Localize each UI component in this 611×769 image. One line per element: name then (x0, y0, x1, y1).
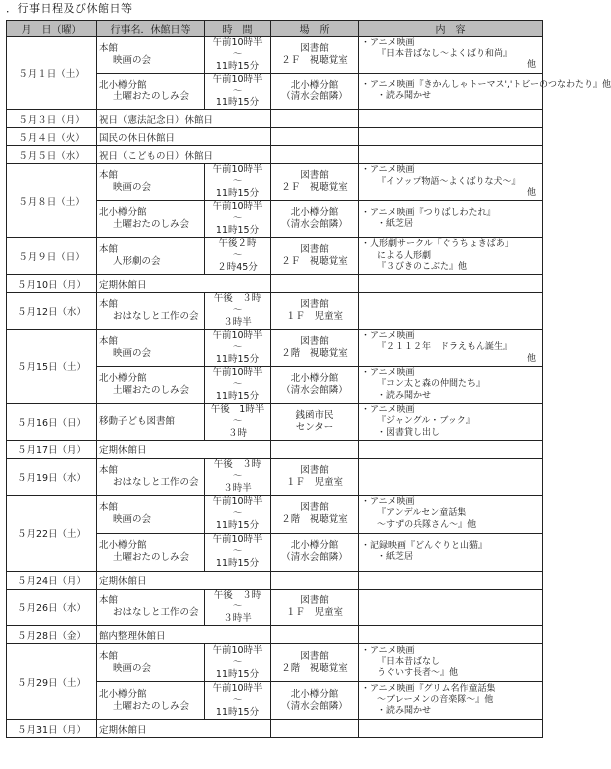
table-row (7, 164, 543, 201)
time-cell (205, 589, 271, 626)
holiday-cell: 国民の休日休館日 (97, 128, 271, 146)
table-row (7, 329, 543, 366)
place-line: 図書館 (300, 299, 329, 311)
place-line: １Ｆ 児童室 (285, 311, 343, 323)
place-line: 図書館 (300, 170, 329, 182)
place-line: 北小樽分館 (290, 373, 339, 384)
time-line: 11時15分 (215, 557, 260, 569)
empty-cell (271, 571, 359, 589)
holiday-cell: 祝日（こどもの日）休館日 (97, 146, 271, 164)
place-line: ２Ｆ 視聴覚室 (281, 256, 348, 268)
content-line: ・アニメ映画 (361, 331, 415, 341)
content-line: 『日本昔ばなし (377, 657, 441, 667)
time-line: 〜 (232, 470, 243, 482)
content-line: 他 (526, 187, 536, 198)
content-line: 『ジャングル・ブック』 (377, 416, 475, 427)
event-cell (97, 458, 205, 495)
place-cell (271, 37, 359, 74)
date-cell: ５月26日（水） (7, 589, 97, 626)
time-line: 〜 (232, 601, 243, 613)
event-cell (97, 329, 205, 366)
content-cell (359, 329, 543, 366)
time-line: 午前10時半 (212, 164, 263, 176)
time-line: 午前10時半 (212, 644, 263, 656)
time-line: 〜 (232, 546, 243, 558)
content-line: ・アニメ映画 (361, 645, 415, 656)
table-row (7, 146, 543, 164)
place-line: 北小樽分館 (290, 207, 339, 219)
event-cell (97, 201, 205, 238)
event-name: 映画の会 (113, 347, 152, 359)
event-name: 映画の会 (113, 54, 152, 66)
time-line: 午後 1時半 (210, 404, 265, 416)
time-line: 〜 (232, 656, 243, 668)
empty-cell (271, 146, 359, 164)
table-row (7, 403, 543, 440)
content-line: ・アニメ映画『きかんしゃトーマス','トビーのつなわたり』他 (361, 80, 611, 91)
event-name: 土曜おたのしみ会 (113, 384, 190, 396)
place-line: 図書館 (300, 502, 329, 514)
content-line: ・図書貸し出し (377, 427, 441, 438)
content-line: 『３びきのこぶた』他 (377, 261, 468, 272)
time-line: 11時15分 (215, 668, 260, 680)
place-line: ２Ｆ 視聴覚室 (281, 54, 348, 66)
place-cell (271, 201, 359, 238)
time-line: 11時15分 (215, 353, 260, 365)
event-name: 映画の会 (113, 182, 152, 194)
place-line: （清水会館隣） (281, 91, 348, 103)
date-cell: ５月19日（水） (7, 458, 97, 495)
event-name: 映画の会 (113, 662, 152, 674)
time-cell (205, 682, 271, 720)
place-line: １Ｆ 児童室 (285, 476, 343, 488)
place-cell (271, 458, 359, 495)
time-line: 午前10時半 (212, 73, 263, 85)
time-line: 〜 (232, 378, 243, 390)
time-line: 〜 (232, 305, 243, 317)
content-line: ・アニメ映画 (361, 497, 415, 508)
place-line: ２階 視聴覚室 (281, 662, 348, 674)
table-row (7, 440, 543, 458)
holiday-cell: 定期休館日 (97, 440, 271, 458)
content-cell (359, 164, 543, 201)
event-name: おはなしと工作の会 (113, 476, 199, 488)
place-line: 図書館 (300, 595, 329, 607)
empty-cell (359, 128, 543, 146)
place-line: 北小樽分館 (290, 79, 339, 91)
date-cell: ５月31日（月） (7, 720, 97, 738)
time-line: 〜 (232, 415, 243, 427)
event-name: 土曜おたのしみ会 (113, 91, 190, 103)
table-row (7, 495, 543, 533)
time-line: 〜 (232, 250, 243, 262)
time-line: 午後 ３時 (213, 293, 262, 305)
time-line: 11時15分 (215, 706, 260, 718)
content-line: 他 (526, 60, 536, 71)
time-line: 午後 ３時 (213, 589, 262, 601)
event-name: おはなしと工作の会 (113, 311, 199, 323)
time-cell (205, 201, 271, 238)
time-line: 午前10時半 (212, 682, 263, 694)
date-cell: ５月３日（月） (7, 110, 97, 128)
content-line: ・紙芝居 (377, 219, 414, 230)
time-line: 〜 (232, 85, 243, 97)
table-row (7, 571, 543, 589)
place-line: 図書館 (300, 650, 329, 662)
event-cell (97, 238, 205, 275)
content-line: ・アニメ映画 (361, 37, 415, 48)
time-line: ３時 (227, 427, 247, 439)
empty-cell (359, 440, 543, 458)
empty-cell (359, 110, 543, 128)
place-cell (271, 589, 359, 626)
col-header-date: 月 日（曜） (7, 21, 97, 37)
place-cell (271, 238, 359, 275)
event-cell (97, 73, 205, 110)
place-cell (271, 495, 359, 533)
col-header-event: 行事名．休館日等 (97, 21, 205, 37)
empty-cell (359, 571, 543, 589)
content-line: 『コン太と森の仲間たち』 (377, 379, 486, 390)
place-line: １Ｆ 児童室 (285, 607, 343, 619)
content-line: ・読み聞かせ (377, 706, 432, 717)
table-row (7, 275, 543, 293)
content-line: 他 (526, 353, 536, 364)
content-line: による人形劇 (377, 250, 432, 261)
content-line: 〜ブレーメンの音楽隊〜』他 (377, 695, 494, 705)
holiday-cell: 定期休館日 (97, 275, 271, 293)
time-cell (205, 495, 271, 533)
table-row (7, 37, 543, 74)
event-branch: 本館 (99, 464, 119, 476)
time-line: ２時45分 (217, 262, 258, 274)
time-line: 午前10時半 (212, 37, 263, 48)
time-cell (205, 37, 271, 74)
event-cell (97, 533, 205, 571)
date-cell: ５月17日（月） (7, 440, 97, 458)
time-cell (205, 403, 271, 440)
empty-cell (359, 720, 543, 738)
time-line: 〜 (232, 694, 243, 706)
place-line: 図書館 (300, 244, 329, 256)
event-cell (97, 293, 205, 330)
table-row (7, 458, 543, 495)
place-line: 図書館 (300, 336, 329, 347)
date-cell: ５月16日（日） (7, 403, 97, 440)
event-cell (97, 37, 205, 74)
content-line: ・アニメ映画 (361, 165, 415, 176)
event-branch: 北小樽分館 (99, 688, 147, 700)
event-name: おはなしと工作の会 (113, 607, 199, 619)
table-row (7, 128, 543, 146)
event-branch: 本館 (99, 595, 119, 607)
time-cell (205, 293, 271, 330)
time-line: 午後 ３時 (213, 458, 262, 470)
content-cell (359, 201, 543, 238)
col-header-place: 場 所 (271, 21, 359, 37)
content-line: ・記録映画『どんぐりと山猫』 (361, 540, 488, 551)
content-cell (359, 495, 543, 533)
content-line: 『イソップ物語〜よくばりな犬〜』 (377, 176, 521, 187)
place-cell (271, 533, 359, 571)
event-branch: 北小樽分館 (99, 540, 147, 552)
time-line: 午後２時 (218, 238, 257, 250)
header-row (7, 21, 543, 37)
date-cell: ５月８日（土） (7, 164, 97, 238)
content-line: 『日本昔ばなし〜よくばり和尚』 (377, 49, 513, 60)
content-cell (359, 366, 543, 403)
date-cell: ５月24日（月） (7, 571, 97, 589)
content-line: ・人形劇サークル「ぐうちょきぱあ」 (361, 239, 514, 250)
place-cell (271, 164, 359, 201)
event-cell (97, 495, 205, 533)
event-name: 映画の会 (113, 514, 152, 525)
empty-cell (271, 110, 359, 128)
event-branch: 本館 (99, 650, 119, 662)
date-cell: ５月４日（火） (7, 128, 97, 146)
table-row (7, 110, 543, 128)
page-heading: ．行事日程及び休館日等 (6, 2, 133, 15)
time-cell (205, 238, 271, 275)
place-cell (271, 682, 359, 720)
event-cell (97, 644, 205, 682)
time-cell (205, 458, 271, 495)
content-line: 『２１１２年 ドラえもん誕生』 (377, 342, 513, 353)
event-branch: 本館 (99, 299, 119, 311)
table-row (7, 626, 543, 644)
time-line: 午前10時半 (212, 534, 263, 546)
schedule-table (6, 20, 611, 738)
date-cell: ５月１日（土） (7, 37, 97, 110)
event-name: 土曜おたのしみ会 (113, 219, 190, 231)
time-line: ３時半 (223, 317, 252, 328)
content-cell (359, 37, 543, 74)
holiday-cell: 定期休館日 (97, 720, 271, 738)
time-line: 11時15分 (215, 225, 260, 237)
event-cell (97, 403, 205, 440)
time-line: 午前10時半 (212, 201, 263, 213)
event-branch: 本館 (99, 42, 119, 54)
time-line: 午前10時半 (212, 330, 263, 342)
place-line: （清水会館隣） (281, 700, 348, 712)
holiday-cell: 祝日（憲法記念日）休館日 (97, 110, 271, 128)
table-row (7, 644, 543, 682)
time-line: 11時15分 (215, 390, 260, 402)
content-cell (359, 533, 543, 571)
time-line: 午前10時半 (212, 367, 263, 379)
table-row (7, 293, 543, 330)
empty-cell (359, 275, 543, 293)
date-cell: ５月９日（日） (7, 238, 97, 275)
col-header-time: 時 間 (205, 21, 271, 37)
time-line: ３時半 (223, 482, 252, 494)
date-cell: ５月15日（土） (7, 329, 97, 403)
place-line: 北小樽分館 (290, 688, 339, 700)
place-line: ２階 視聴覚室 (281, 514, 348, 525)
event-branch: 本館 (99, 336, 119, 347)
time-line: 〜 (232, 176, 243, 188)
content-cell (359, 293, 543, 330)
place-cell (271, 73, 359, 110)
time-cell (205, 73, 271, 110)
content-cell (359, 403, 543, 440)
holiday-cell: 館内整理休館日 (97, 626, 271, 644)
time-cell (205, 533, 271, 571)
place-line: ２階 視聴覚室 (281, 347, 348, 359)
empty-cell (271, 626, 359, 644)
time-line: 〜 (232, 341, 243, 353)
holiday-cell: 定期休館日 (97, 571, 271, 589)
content-line: ・読み聞かせ (377, 390, 432, 401)
content-line: ・紙芝居 (377, 552, 414, 562)
date-cell: ５月28日（金） (7, 626, 97, 644)
place-line: （清水会館隣） (281, 552, 348, 563)
table-row (7, 238, 543, 275)
content-line: ・アニメ映画 (361, 368, 415, 378)
content-cell (359, 644, 543, 682)
empty-cell (359, 146, 543, 164)
empty-cell (271, 720, 359, 738)
event-branch: 北小樽分館 (99, 207, 147, 219)
time-cell (205, 164, 271, 201)
empty-cell (271, 128, 359, 146)
time-line: 〜 (232, 508, 243, 520)
table-row (7, 589, 543, 626)
time-cell (205, 329, 271, 366)
time-cell (205, 644, 271, 682)
place-line: 図書館 (300, 42, 329, 54)
date-cell: ５月22日（土） (7, 495, 97, 571)
event-branch: 本館 (99, 170, 119, 182)
event-cell (97, 164, 205, 201)
event-cell (97, 589, 205, 626)
time-cell (205, 366, 271, 403)
date-cell: ５月５日（水） (7, 146, 97, 164)
place-cell (271, 293, 359, 330)
schedule-body (7, 37, 611, 738)
place-line: ２Ｆ 視聴覚室 (281, 182, 348, 194)
date-cell: ５月10日（月） (7, 275, 97, 293)
time-line: ３時半 (223, 613, 252, 625)
content-line: ・アニメ映画『つりばしわたれ』 (361, 208, 496, 218)
content-cell (359, 589, 543, 626)
content-cell (359, 458, 543, 495)
empty-cell (271, 275, 359, 293)
content-line: ・アニメ映画『グリム名作童話集 (361, 683, 496, 694)
table-row (7, 720, 543, 738)
event-name: 土曜おたのしみ会 (113, 700, 190, 712)
content-cell (359, 73, 611, 110)
place-cell (271, 366, 359, 403)
event-branch: 本館 (99, 502, 119, 514)
empty-cell (359, 626, 543, 644)
time-line: 11時15分 (215, 97, 260, 109)
place-line: （清水会館隣） (281, 219, 348, 231)
place-line: 図書館 (300, 464, 329, 476)
content-line: 〜すずの兵隊さん〜』他 (377, 519, 477, 530)
time-line: 午前10時半 (212, 496, 263, 508)
place-line: 銭函市民 (295, 410, 334, 421)
content-cell (359, 238, 543, 275)
time-line: 11時15分 (215, 188, 260, 200)
place-cell (271, 329, 359, 366)
date-cell: ５月12日（水） (7, 293, 97, 330)
content-line: ・読み聞かせ (377, 91, 432, 102)
time-line: 11時15分 (215, 60, 260, 72)
place-line: 北小樽分館 (290, 540, 339, 552)
time-line: 〜 (232, 48, 243, 60)
content-line: うぐいす長者〜』他 (377, 668, 459, 679)
event-cell (97, 682, 205, 720)
time-line: 11時15分 (215, 519, 260, 531)
place-line: （清水会館隣） (281, 384, 348, 396)
event-cell (97, 366, 205, 403)
event-branch: 北小樽分館 (99, 373, 147, 384)
place-cell (271, 403, 359, 440)
time-line: 〜 (232, 213, 243, 225)
col-header-content: 内 容 (359, 21, 543, 37)
event-name: 土曜おたのしみ会 (113, 552, 190, 563)
date-cell: ５月29日（土） (7, 644, 97, 720)
event-branch: 移動子ども図書館 (99, 415, 176, 427)
event-name: 人形劇の会 (113, 256, 161, 268)
content-line: 『アンデルセン童話集 (377, 508, 467, 519)
event-branch: 北小樽分館 (99, 79, 147, 91)
event-branch: 本館 (99, 244, 119, 256)
content-cell (359, 682, 543, 720)
empty-cell (271, 440, 359, 458)
content-line: ・アニメ映画 (361, 405, 415, 415)
place-cell (271, 644, 359, 682)
place-line: センター (295, 421, 334, 433)
